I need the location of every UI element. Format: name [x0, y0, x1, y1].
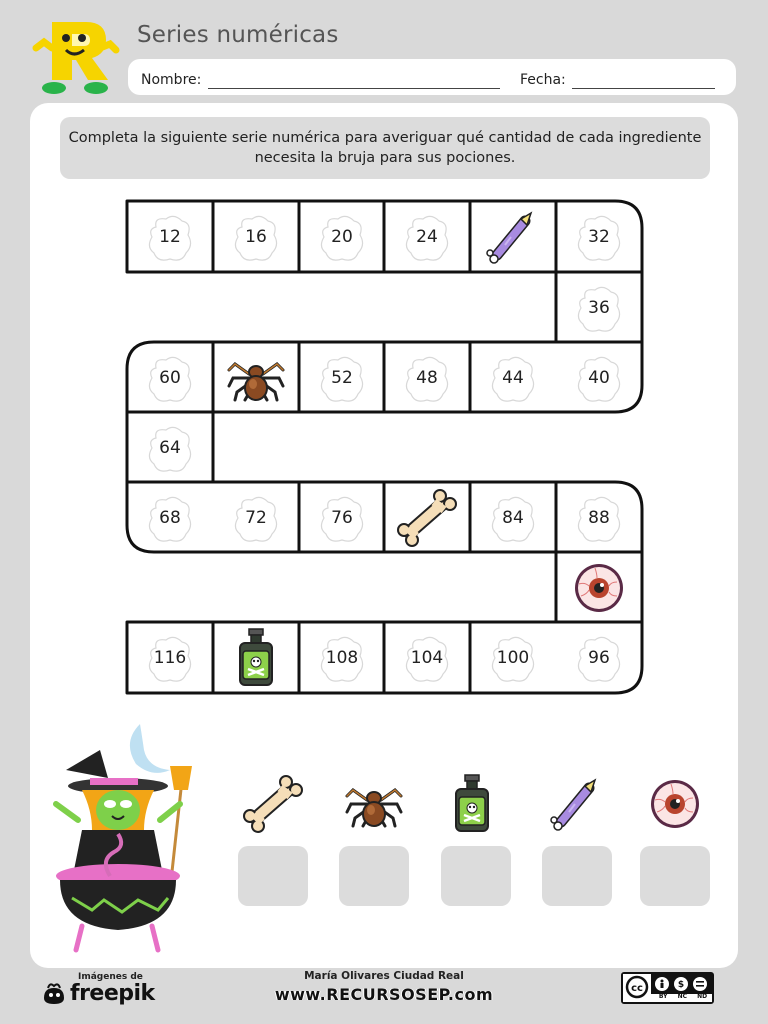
svg-text:cc: cc: [631, 983, 643, 994]
potion-icon: [452, 773, 492, 839]
board-cell-ingredient: [213, 622, 299, 694]
board-cell-ingredient: [384, 482, 470, 554]
cell-number: 72: [245, 508, 267, 528]
board-cell: [556, 482, 642, 554]
board-cell: [470, 482, 556, 554]
cc-license-badge: [621, 972, 714, 1004]
cell-number: 100: [496, 648, 530, 668]
board-cell: [384, 622, 470, 694]
potion-icon: [236, 627, 276, 689]
eye-icon: [647, 776, 703, 836]
author-name: María Olivares Ciudad Real: [304, 970, 464, 982]
answer-box[interactable]: [339, 846, 409, 906]
board-cell: [384, 342, 470, 414]
bone-icon: [240, 774, 306, 838]
answer-box[interactable]: [542, 846, 612, 906]
board-cell: [556, 272, 642, 344]
bone-icon: [394, 488, 460, 548]
cell-number: 16: [245, 227, 267, 247]
freepik-logo-icon: [40, 982, 68, 1006]
freepik-brand: freepik: [70, 981, 155, 1006]
svg-text:$: $: [677, 980, 685, 990]
board-cell: [127, 622, 213, 694]
wand-icon: [547, 774, 607, 838]
site-link[interactable]: www.RECURSOSEP.com: [274, 985, 494, 1004]
cell-number: 24: [416, 227, 438, 247]
board-cell: [556, 201, 642, 273]
spider-icon: [343, 774, 405, 838]
date-label: Fecha:: [520, 72, 566, 88]
date-field[interactable]: [572, 88, 715, 89]
board-cell: [127, 482, 213, 554]
cell-number: 96: [588, 648, 610, 668]
name-field[interactable]: [208, 88, 500, 89]
board-cell: [213, 201, 299, 273]
board-cell: [127, 412, 213, 484]
cell-number: 48: [416, 368, 438, 388]
answer-box[interactable]: [640, 846, 710, 906]
board-cell: [299, 201, 385, 273]
cell-number: 64: [159, 438, 181, 458]
author-credit: [250, 970, 518, 1004]
cell-number: 88: [588, 508, 610, 528]
cell-number: 116: [153, 648, 187, 668]
witch-cauldron-icon: [52, 720, 202, 960]
cell-number: 52: [331, 368, 353, 388]
license-text: BY NC ND: [658, 993, 708, 1000]
board-cell-ingredient: [213, 342, 299, 414]
wand-icon: [483, 207, 543, 267]
freepik-credit: [40, 972, 155, 1010]
cell-number: 40: [588, 368, 610, 388]
answer-box[interactable]: [238, 846, 308, 906]
cell-number: 32: [588, 227, 610, 247]
freepik-small-text: Imágenes de: [78, 972, 143, 982]
cell-number: 60: [159, 368, 181, 388]
cell-number: 84: [502, 508, 524, 528]
board-cell: [213, 482, 299, 554]
cell-number: 20: [331, 227, 353, 247]
board-cell: [127, 342, 213, 414]
eye-icon: [571, 560, 627, 616]
cell-number: 108: [325, 648, 359, 668]
cell-number: 36: [588, 298, 610, 318]
board-cell-ingredient: [470, 201, 556, 273]
instructions: Completa la siguiente serie numérica para averiguar qué cantidad de cada ingrediente necesita la bruja para sus pociones.: [60, 117, 710, 179]
answer-box[interactable]: [441, 846, 511, 906]
board-cell: [384, 201, 470, 273]
cell-number: 68: [159, 508, 181, 528]
logo-r-icon: [30, 18, 122, 98]
cell-number: 76: [331, 508, 353, 528]
board-cell: [299, 622, 385, 694]
board-cell: [299, 342, 385, 414]
cell-number: 12: [159, 227, 181, 247]
board-cell: [556, 622, 642, 694]
name-date-bar: [128, 59, 736, 95]
board-cell: [299, 482, 385, 554]
board-cell: [470, 622, 556, 694]
cell-number: 44: [502, 368, 524, 388]
spider-icon: [225, 348, 287, 408]
board-cell: [556, 342, 642, 414]
page-title: Series numéricas: [137, 22, 339, 48]
board-cell: [127, 201, 213, 273]
board-cell-ingredient: [556, 552, 642, 624]
board-cell: [470, 342, 556, 414]
cell-number: 104: [410, 648, 444, 668]
name-label: Nombre:: [141, 72, 202, 88]
